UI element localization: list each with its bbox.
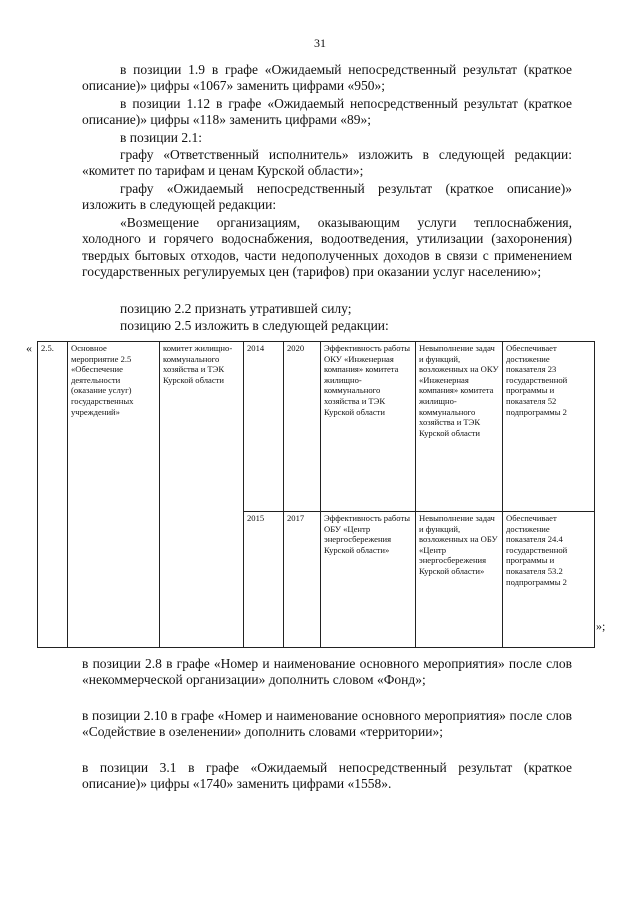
position-table bbox=[37, 341, 594, 648]
paragraph: в позиции 1.12 в графе «Ожидаемый непосредственный результат (краткое описание)» цифры «118» заменить цифрами «89»; bbox=[82, 96, 572, 128]
table-row bbox=[38, 342, 595, 512]
quote-close: »; bbox=[596, 619, 606, 633]
paragraph: позицию 2.5 изложить в следующей редакции: bbox=[120, 318, 389, 333]
cell-link: Обеспечивает достижение показателя 23 государственной программы и показателя 52 подпрограммы 2 bbox=[503, 342, 595, 512]
quote-open: « bbox=[26, 341, 32, 355]
cell-consequence: Невыполнение задач и функций, возложенных на ОКУ «Инженерная компания» комитета жилищно-коммунального хозяйства и ТЭК Курской области bbox=[416, 342, 503, 512]
cell-name: Основное мероприятие 2.5 «Обеспечение деятельности (оказание услуг) государственных учреждений» bbox=[68, 342, 160, 648]
page-number: 31 bbox=[314, 36, 326, 50]
cell-end: 2017 bbox=[284, 512, 321, 648]
paragraph: «Возмещение организациям, оказывающим услуги теплоснабжения, холодного и горячего водоснабжения, водоотведения, утилизации (захоронения) твердых бытовых отходов, части недополученных доходов в связи с применением государственных регулируемых цен (тарифов) при оказании услуг населению»; bbox=[82, 215, 572, 280]
paragraph: графу «Ответственный исполнитель» изложить в следующей редакции: «комитет по тарифам и ценам Курской области»; bbox=[82, 147, 572, 179]
cell-result: Эффективность работы ОКУ «Инженерная компания» комитета жилищно-коммунального хозяйства и ТЭК Курской области bbox=[321, 342, 416, 512]
paragraph: в позиции 2.8 в графе «Номер и наименование основного мероприятия» после слов «некоммерческой организации» дополнить словом «Фонд»; bbox=[82, 656, 572, 688]
cell-result: Эффективность работы ОБУ «Центр энергосбережения Курской области» bbox=[321, 512, 416, 648]
paragraph: в позиции 2.10 в графе «Номер и наименование основного мероприятия» после слов «Содействие в озеленении» дополнить словами «территории»; bbox=[82, 708, 572, 740]
cell-num: 2.5. bbox=[38, 342, 68, 648]
paragraph: в позиции 2.1: bbox=[120, 130, 202, 145]
cell-link: Обеспечивает достижение показателя 24.4 государственной программы и показателя 53.2 подпрограммы 2 bbox=[503, 512, 595, 648]
cell-end: 2020 bbox=[284, 342, 321, 512]
cell-start: 2015 bbox=[244, 512, 284, 648]
cell-executor: комитет жилищно-коммунального хозяйства и ТЭК Курской области bbox=[160, 342, 244, 648]
cell-consequence: Невыполнение задач и функций, возложенных на ОБУ «Центр энергосбережения Курской области» bbox=[416, 512, 503, 648]
paragraph: графу «Ожидаемый непосредственный результат (краткое описание)» изложить в следующей редакции: bbox=[82, 181, 572, 213]
paragraph: позицию 2.2 признать утратившей силу; bbox=[120, 301, 352, 316]
paragraph: в позиции 3.1 в графе «Ожидаемый непосредственный результат (краткое описание)» цифры «1740» заменить цифрами «1558». bbox=[82, 760, 572, 792]
cell-start: 2014 bbox=[244, 342, 284, 512]
paragraph: в позиции 1.9 в графе «Ожидаемый непосредственный результат (краткое описание)» цифры «1067» заменить цифрами «950»; bbox=[82, 62, 572, 94]
